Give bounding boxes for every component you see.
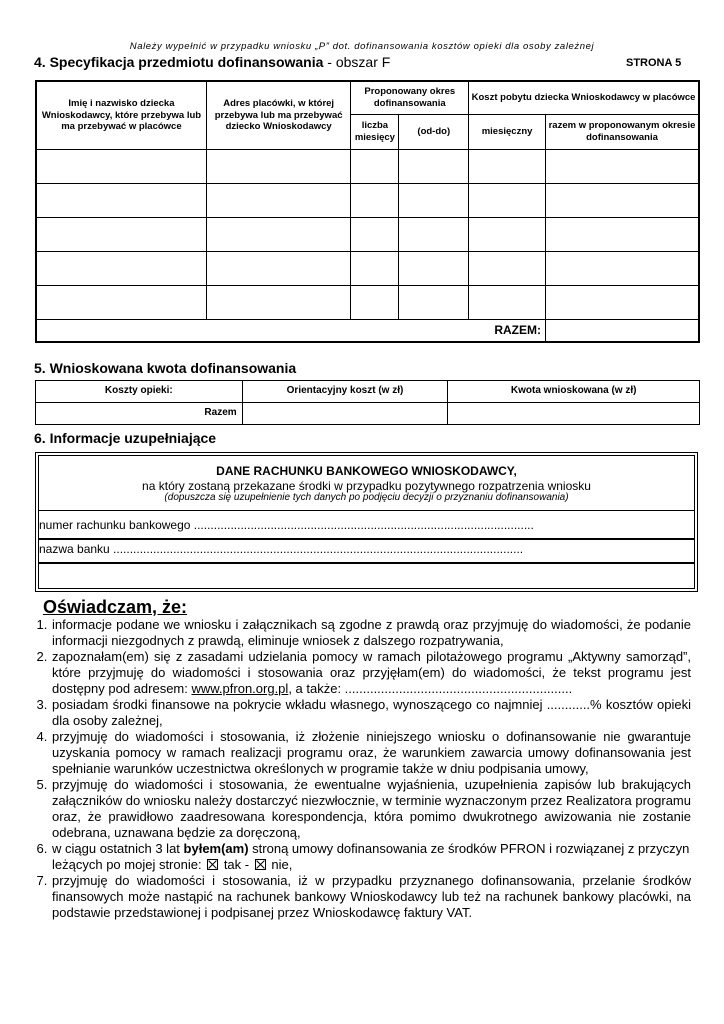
account-number-field[interactable]: numer rachunku bankowego ...................................................................................................... [39,518,534,532]
sum-value-cell[interactable] [545,320,699,343]
checkbox-no[interactable] [255,859,266,870]
declaration-item-text: zapoznałam(em) się z zasadami udzielania pomocy w ramach pilotażowego programu „Aktywny samorząd”, które przyjmuję do wiadomości i stosowania oraz przyjęłam(em) do wiadomości, że tekst programu jest dostępny pod adresem: [52,649,691,696]
declaration-item: 7. przyjmuję do wiadomości i stosowania, iż w przypadku przyznanego dofinansowania, przelanie środków finansowych może nastąpić na rachunek bankowy Wnioskodawcy lub też na rachunek bankowy placówki, na podstawie przedstawionej i podpisanej przez Wnioskodawcę faktury VAT. [51,873,691,921]
cell-monthly[interactable] [469,286,546,320]
col-header-estimated: Orientacyjny koszt (w zł) [242,381,448,403]
checkbox-no-label: nie, [271,857,293,872]
table-row [36,252,699,286]
cell-total[interactable] [545,184,699,218]
divider [38,538,695,540]
table-row [36,184,699,218]
col-header-cost: Koszt pobytu dziecka Wnioskodawcy w placówce [469,81,699,115]
col-header-period: Proponowany okres dofinansowania [351,81,469,115]
cell-months[interactable] [351,150,399,184]
col-header-requested: Kwota wnioskowana (w zł) [448,381,700,403]
bank-title: DANE RACHUNKU BANKOWEGO WNIOSKODAWCY, [216,464,517,478]
cell-address[interactable] [206,286,351,320]
table-row [36,218,699,252]
cell-monthly[interactable] [469,150,546,184]
cell-total[interactable] [545,150,699,184]
sum-label: RAZEM: [36,320,545,343]
cell-months[interactable] [351,218,399,252]
section-6-title: 6. Informacje uzupełniające [34,430,217,446]
checkbox-yes-label: tak [223,857,242,872]
col-header-months: liczba miesięcy [351,115,399,150]
table-row [36,150,699,184]
page-number: STRONA 5 [626,57,682,69]
declaration-item-bold: byłem(am) [183,841,249,856]
section-5-title: 5. Wnioskowana kwota dofinansowania [34,360,297,376]
pfron-link[interactable]: www.pfron.org.pl [191,681,289,696]
declaration-item-text: , a także: ............................................................... [288,681,573,696]
declaration-item: 5. przyjmuję do wiadomości i stosowania, że ewentualne wyjaśnienia, uzupełnienia zapisów lub brakujących załączników do wniosku należy dostarczyć niezwłocznie, w terminie wyznaczonym przez Realizatora programu oraz, że prawidłowo zaadresowana korespondencja, która pomimo dwukrotnego awizowania nie zostanie odebrana, uznawana będzie za doręczoną, [51,777,691,841]
col-header-from-to: (od-do) [399,115,469,150]
cell-name[interactable] [36,150,206,184]
bank-note: (dopuszcza się uzupełnienie tych danych po podjęciu decyzji o przyznaniu dofinansowania) [164,492,569,503]
col-header-costs: Koszty opieki: [36,381,243,403]
cell-from-to[interactable] [399,150,469,184]
cell-months[interactable] [351,184,399,218]
bank-name-field[interactable]: nazwa banku ........................................................................................................................... [39,542,524,556]
cell-from-to[interactable] [399,286,469,320]
checkbox-yes[interactable] [207,859,218,870]
specification-table [35,80,700,343]
divider [38,562,695,564]
cell-name[interactable] [36,286,206,320]
cell-total[interactable] [545,252,699,286]
section-4-heading: 4. Specyfikacja przedmiotu dofinansowania [34,54,324,70]
col-header-monthly: miesięczny [469,115,546,150]
divider [38,510,695,511]
section-4-area: - obszar F [327,54,391,70]
cell-name[interactable] [36,184,206,218]
cell-monthly[interactable] [469,252,546,286]
declaration-title: Oświadczam, że: [43,597,188,617]
section-4-title [34,54,390,70]
cell-address[interactable] [206,218,351,252]
estimated-cost-input[interactable] [242,403,448,425]
col-header-name: Imię i nazwisko dziecka Wnioskodawcy, które przebywa lub ma przebywać w placówce [36,81,206,150]
cell-address[interactable] [206,252,351,286]
cell-name[interactable] [36,218,206,252]
cell-months[interactable] [351,252,399,286]
declaration-item: 1. informacje podane we wniosku i załącznikach są zgodne z prawdą oraz przyjmuję do wiadomości, że podanie informacji niezgodnych z prawdą, eliminuje wniosek z dalszego rozpatrywania, [51,617,691,649]
declaration-item [51,649,691,697]
declaration-item-text: w ciągu ostatnich 3 lat [52,841,184,856]
col-header-address: Adres placówki, w której przebywa lub ma przebywać dziecko Wnioskodawcy [206,81,351,150]
bank-subtitle: na który zostaną przekazane środki w przypadku pozytywnego rozpatrzenia wniosku [142,479,591,493]
cell-address[interactable] [206,150,351,184]
cell-months[interactable] [351,286,399,320]
declaration-item: 3. posiadam środki finansowe na pokrycie wkładu własnego, wynoszącego co najmniej ............% kosztów opieki dla osoby zależnej, [51,697,691,729]
form-note: Należy wypełnić w przypadku wniosku „P” dot. dofinansowania kosztów opieki dla osoby zależnej [129,41,595,52]
cell-total[interactable] [545,218,699,252]
cell-from-to[interactable] [399,218,469,252]
cell-name[interactable] [36,252,206,286]
requested-amount-input[interactable] [448,403,700,425]
row-label-total: Razem [36,403,243,425]
cell-from-to[interactable] [399,252,469,286]
declaration-item-text: stroną umowy dofinansowania ze środków PFRON i rozwiązanej z przyczyn leżących po mojej stronie: [52,841,690,872]
cell-monthly[interactable] [469,184,546,218]
declaration-list [35,617,691,921]
declaration-item: 6. w ciągu ostatnich 3 lat byłem(am) stroną umowy dofinansowania ze środków PFRON i rozwiązanej z przyczyn leżących po mojej stronie: tak - nie, [51,841,691,873]
requested-amount-table [35,380,700,425]
cell-monthly[interactable] [469,218,546,252]
declaration-item: 4. przyjmuję do wiadomości i stosowania, iż złożenie niniejszego wniosku o dofinansowanie nie gwarantuje uzyskania pomocy w ramach realizacji programu oraz, że warunkiem zawarcia umowy dofinansowania jest spełnianie warunków uczestnictwa określonych w programie także w dniu podpisania umowy, [51,729,691,777]
col-header-total: razem w proponowanym okresie dofinansowania [545,115,699,150]
cell-from-to[interactable] [399,184,469,218]
table-row [36,286,699,320]
cell-total[interactable] [545,286,699,320]
cell-address[interactable] [206,184,351,218]
